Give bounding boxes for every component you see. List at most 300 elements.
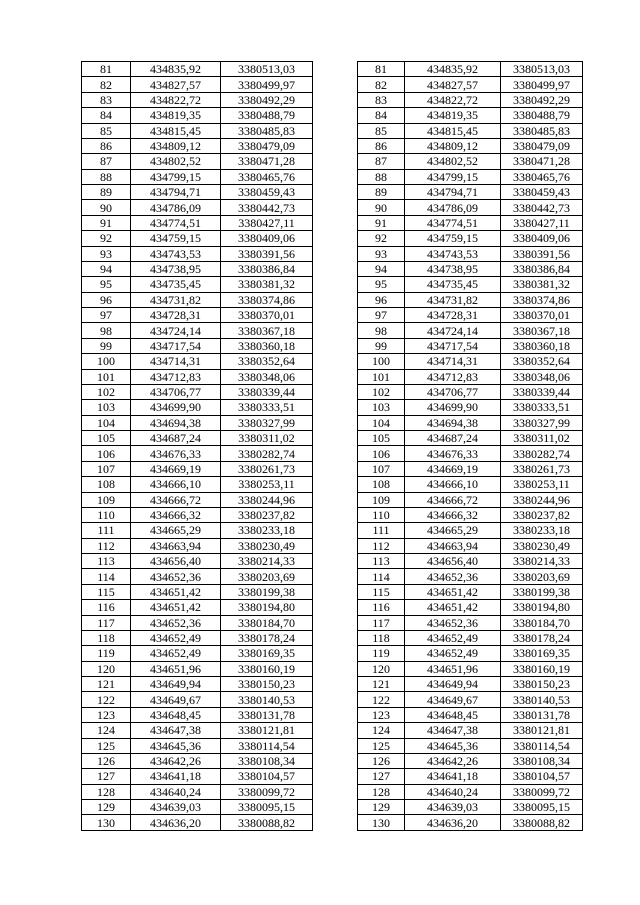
point-number-cell: 85 <box>82 123 131 138</box>
point-number-cell: 120 <box>82 661 131 676</box>
y-coordinate-cell: 3380261,73 <box>221 461 313 476</box>
x-coordinate-cell: 434649,67 <box>405 692 501 707</box>
x-coordinate-cell: 434651,96 <box>405 661 501 676</box>
x-coordinate-cell: 434738,95 <box>405 261 501 276</box>
table-row <box>358 615 583 630</box>
point-number-cell: 102 <box>358 384 405 399</box>
point-number-cell: 103 <box>82 400 131 415</box>
table-row <box>82 584 313 599</box>
point-number-cell: 97 <box>82 308 131 323</box>
point-number-cell: 89 <box>358 185 405 200</box>
y-coordinate-cell: 3380386,84 <box>221 261 313 276</box>
x-coordinate-cell: 434652,49 <box>405 646 501 661</box>
x-coordinate-cell: 434652,49 <box>405 630 501 645</box>
y-coordinate-cell: 3380339,44 <box>501 384 583 399</box>
point-number-cell: 100 <box>358 354 405 369</box>
x-coordinate-cell: 434687,24 <box>131 431 221 446</box>
x-coordinate-cell: 434652,36 <box>405 615 501 630</box>
x-coordinate-cell: 434714,31 <box>131 354 221 369</box>
table-row <box>358 261 583 276</box>
table-row <box>358 707 583 722</box>
x-coordinate-cell: 434794,71 <box>405 185 501 200</box>
x-coordinate-cell: 434706,77 <box>405 384 501 399</box>
point-number-cell: 87 <box>82 154 131 169</box>
y-coordinate-cell: 3380108,34 <box>221 753 313 768</box>
x-coordinate-cell: 434712,83 <box>405 369 501 384</box>
y-coordinate-cell: 3380184,70 <box>221 615 313 630</box>
table-row <box>82 200 313 215</box>
y-coordinate-cell: 3380311,02 <box>501 431 583 446</box>
y-coordinate-cell: 3380203,69 <box>501 569 583 584</box>
table-row <box>358 354 583 369</box>
table-row <box>358 769 583 784</box>
point-number-cell: 91 <box>82 215 131 230</box>
x-coordinate-cell: 434649,67 <box>131 692 221 707</box>
table-row <box>82 431 313 446</box>
y-coordinate-cell: 3380233,18 <box>221 523 313 538</box>
x-coordinate-cell: 434645,36 <box>405 738 501 753</box>
point-number-cell: 95 <box>82 277 131 292</box>
x-coordinate-cell: 434706,77 <box>131 384 221 399</box>
coordinates-table-right-body <box>358 62 583 831</box>
table-row <box>82 523 313 538</box>
point-number-cell: 125 <box>358 738 405 753</box>
table-row <box>358 308 583 323</box>
y-coordinate-cell: 3380121,81 <box>501 723 583 738</box>
table-row <box>358 784 583 799</box>
point-number-cell: 84 <box>358 108 405 123</box>
x-coordinate-cell: 434759,15 <box>131 231 221 246</box>
y-coordinate-cell: 3380253,11 <box>501 477 583 492</box>
point-number-cell: 123 <box>82 707 131 722</box>
point-number-cell: 88 <box>358 169 405 184</box>
point-number-cell: 119 <box>358 646 405 661</box>
x-coordinate-cell: 434666,10 <box>405 477 501 492</box>
table-row <box>358 169 583 184</box>
y-coordinate-cell: 3380374,86 <box>501 292 583 307</box>
y-coordinate-cell: 3380370,01 <box>501 308 583 323</box>
x-coordinate-cell: 434665,29 <box>131 523 221 538</box>
point-number-cell: 112 <box>358 538 405 553</box>
table-row <box>82 554 313 569</box>
y-coordinate-cell: 3380352,64 <box>501 354 583 369</box>
x-coordinate-cell: 434743,53 <box>405 246 501 261</box>
point-number-cell: 103 <box>358 400 405 415</box>
table-row <box>82 538 313 553</box>
y-coordinate-cell: 3380095,15 <box>221 800 313 815</box>
point-number-cell: 117 <box>82 615 131 630</box>
coordinates-table-left <box>81 61 313 831</box>
point-number-cell: 129 <box>82 800 131 815</box>
y-coordinate-cell: 3380150,23 <box>501 677 583 692</box>
table-row <box>358 815 583 830</box>
x-coordinate-cell: 434802,52 <box>405 154 501 169</box>
y-coordinate-cell: 3380513,03 <box>221 62 313 77</box>
y-coordinate-cell: 3380499,97 <box>221 77 313 92</box>
table-row <box>82 753 313 768</box>
table-row <box>82 446 313 461</box>
x-coordinate-cell: 434639,03 <box>405 800 501 815</box>
point-number-cell: 99 <box>82 338 131 353</box>
table-row <box>358 492 583 507</box>
point-number-cell: 111 <box>82 523 131 538</box>
x-coordinate-cell: 434641,18 <box>131 769 221 784</box>
y-coordinate-cell: 3380492,29 <box>501 92 583 107</box>
x-coordinate-cell: 434666,32 <box>405 507 501 522</box>
y-coordinate-cell: 3380199,38 <box>221 584 313 599</box>
point-number-cell: 110 <box>82 507 131 522</box>
point-number-cell: 117 <box>358 615 405 630</box>
table-row <box>82 400 313 415</box>
x-coordinate-cell: 434794,71 <box>131 185 221 200</box>
table-row <box>82 246 313 261</box>
y-coordinate-cell: 3380099,72 <box>501 784 583 799</box>
y-coordinate-cell: 3380150,23 <box>221 677 313 692</box>
table-row <box>82 154 313 169</box>
table-row <box>358 661 583 676</box>
y-coordinate-cell: 3380233,18 <box>501 523 583 538</box>
y-coordinate-cell: 3380465,76 <box>501 169 583 184</box>
table-row <box>358 584 583 599</box>
x-coordinate-cell: 434651,42 <box>405 584 501 599</box>
y-coordinate-cell: 3380104,57 <box>501 769 583 784</box>
y-coordinate-cell: 3380427,11 <box>221 215 313 230</box>
y-coordinate-cell: 3380367,18 <box>501 323 583 338</box>
y-coordinate-cell: 3380333,51 <box>501 400 583 415</box>
table-row <box>358 323 583 338</box>
x-coordinate-cell: 434694,38 <box>131 415 221 430</box>
point-number-cell: 109 <box>82 492 131 507</box>
y-coordinate-cell: 3380442,73 <box>501 200 583 215</box>
y-coordinate-cell: 3380370,01 <box>221 308 313 323</box>
x-coordinate-cell: 434651,42 <box>131 600 221 615</box>
table-row <box>82 77 313 92</box>
y-coordinate-cell: 3380352,64 <box>221 354 313 369</box>
y-coordinate-cell: 3380282,74 <box>221 446 313 461</box>
y-coordinate-cell: 3380360,18 <box>221 338 313 353</box>
point-number-cell: 126 <box>82 753 131 768</box>
y-coordinate-cell: 3380244,96 <box>221 492 313 507</box>
x-coordinate-cell: 434731,82 <box>131 292 221 307</box>
point-number-cell: 106 <box>82 446 131 461</box>
table-row <box>82 138 313 153</box>
x-coordinate-cell: 434809,12 <box>131 138 221 153</box>
point-number-cell: 124 <box>82 723 131 738</box>
x-coordinate-cell: 434647,38 <box>131 723 221 738</box>
x-coordinate-cell: 434642,26 <box>131 753 221 768</box>
point-number-cell: 121 <box>82 677 131 692</box>
y-coordinate-cell: 3380160,19 <box>221 661 313 676</box>
table-row <box>82 215 313 230</box>
point-number-cell: 115 <box>82 584 131 599</box>
table-row <box>358 92 583 107</box>
point-number-cell: 92 <box>82 231 131 246</box>
table-row <box>82 338 313 353</box>
x-coordinate-cell: 434717,54 <box>405 338 501 353</box>
table-row <box>358 630 583 645</box>
point-number-cell: 128 <box>358 784 405 799</box>
point-number-cell: 88 <box>82 169 131 184</box>
point-number-cell: 130 <box>358 815 405 830</box>
table-row <box>358 446 583 461</box>
y-coordinate-cell: 3380108,34 <box>501 753 583 768</box>
y-coordinate-cell: 3380230,49 <box>221 538 313 553</box>
point-number-cell: 127 <box>358 769 405 784</box>
point-number-cell: 128 <box>82 784 131 799</box>
y-coordinate-cell: 3380381,32 <box>501 277 583 292</box>
x-coordinate-cell: 434666,72 <box>405 492 501 507</box>
y-coordinate-cell: 3380333,51 <box>221 400 313 415</box>
x-coordinate-cell: 434822,72 <box>131 92 221 107</box>
x-coordinate-cell: 434728,31 <box>405 308 501 323</box>
x-coordinate-cell: 434651,42 <box>405 600 501 615</box>
table-row <box>358 554 583 569</box>
x-coordinate-cell: 434717,54 <box>131 338 221 353</box>
point-number-cell: 98 <box>82 323 131 338</box>
x-coordinate-cell: 434774,51 <box>405 215 501 230</box>
x-coordinate-cell: 434676,33 <box>405 446 501 461</box>
x-coordinate-cell: 434735,45 <box>131 277 221 292</box>
y-coordinate-cell: 3380381,32 <box>221 277 313 292</box>
table-row <box>358 185 583 200</box>
x-coordinate-cell: 434724,14 <box>405 323 501 338</box>
point-number-cell: 101 <box>358 369 405 384</box>
point-number-cell: 113 <box>82 554 131 569</box>
point-number-cell: 83 <box>358 92 405 107</box>
y-coordinate-cell: 3380194,80 <box>221 600 313 615</box>
y-coordinate-cell: 3380409,06 <box>221 231 313 246</box>
point-number-cell: 129 <box>358 800 405 815</box>
point-number-cell: 100 <box>82 354 131 369</box>
table-row <box>82 769 313 784</box>
x-coordinate-cell: 434648,45 <box>405 707 501 722</box>
table-row <box>82 507 313 522</box>
x-coordinate-cell: 434738,95 <box>131 261 221 276</box>
point-number-cell: 107 <box>358 461 405 476</box>
point-number-cell: 105 <box>82 431 131 446</box>
y-coordinate-cell: 3380391,56 <box>221 246 313 261</box>
y-coordinate-cell: 3380169,35 <box>221 646 313 661</box>
y-coordinate-cell: 3380485,83 <box>501 123 583 138</box>
x-coordinate-cell: 434819,35 <box>405 108 501 123</box>
table-row <box>358 415 583 430</box>
y-coordinate-cell: 3380160,19 <box>501 661 583 676</box>
y-coordinate-cell: 3380479,09 <box>501 138 583 153</box>
y-coordinate-cell: 3380348,06 <box>501 369 583 384</box>
x-coordinate-cell: 434786,09 <box>405 200 501 215</box>
point-number-cell: 112 <box>82 538 131 553</box>
x-coordinate-cell: 434652,36 <box>131 569 221 584</box>
y-coordinate-cell: 3380360,18 <box>501 338 583 353</box>
x-coordinate-cell: 434639,03 <box>131 800 221 815</box>
point-number-cell: 97 <box>358 308 405 323</box>
y-coordinate-cell: 3380492,29 <box>221 92 313 107</box>
y-coordinate-cell: 3380513,03 <box>501 62 583 77</box>
table-row <box>358 692 583 707</box>
table-row <box>82 815 313 830</box>
y-coordinate-cell: 3380479,09 <box>221 138 313 153</box>
point-number-cell: 110 <box>358 507 405 522</box>
point-number-cell: 94 <box>82 261 131 276</box>
coordinates-table-left-body <box>82 62 313 831</box>
point-number-cell: 106 <box>358 446 405 461</box>
x-coordinate-cell: 434799,15 <box>131 169 221 184</box>
y-coordinate-cell: 3380339,44 <box>221 384 313 399</box>
table-row <box>358 369 583 384</box>
point-number-cell: 107 <box>82 461 131 476</box>
x-coordinate-cell: 434652,36 <box>405 569 501 584</box>
point-number-cell: 96 <box>82 292 131 307</box>
table-row <box>82 292 313 307</box>
x-coordinate-cell: 434827,57 <box>131 77 221 92</box>
point-number-cell: 116 <box>82 600 131 615</box>
point-number-cell: 83 <box>82 92 131 107</box>
x-coordinate-cell: 434724,14 <box>131 323 221 338</box>
table-row <box>358 431 583 446</box>
x-coordinate-cell: 434651,42 <box>131 584 221 599</box>
table-row <box>82 461 313 476</box>
x-coordinate-cell: 434640,24 <box>405 784 501 799</box>
x-coordinate-cell: 434649,94 <box>131 677 221 692</box>
table-row <box>358 507 583 522</box>
table-row <box>82 492 313 507</box>
x-coordinate-cell: 434731,82 <box>405 292 501 307</box>
table-row <box>82 800 313 815</box>
y-coordinate-cell: 3380327,99 <box>221 415 313 430</box>
point-number-cell: 115 <box>358 584 405 599</box>
x-coordinate-cell: 434687,24 <box>405 431 501 446</box>
table-row <box>358 277 583 292</box>
x-coordinate-cell: 434663,94 <box>131 538 221 553</box>
table-row <box>82 261 313 276</box>
x-coordinate-cell: 434648,45 <box>131 707 221 722</box>
point-number-cell: 102 <box>82 384 131 399</box>
x-coordinate-cell: 434786,09 <box>131 200 221 215</box>
y-coordinate-cell: 3380465,76 <box>221 169 313 184</box>
y-coordinate-cell: 3380203,69 <box>221 569 313 584</box>
x-coordinate-cell: 434651,96 <box>131 661 221 676</box>
table-row <box>82 738 313 753</box>
table-row <box>82 308 313 323</box>
point-number-cell: 108 <box>358 477 405 492</box>
point-number-cell: 87 <box>358 154 405 169</box>
point-number-cell: 82 <box>82 77 131 92</box>
y-coordinate-cell: 3380114,54 <box>501 738 583 753</box>
point-number-cell: 120 <box>358 661 405 676</box>
x-coordinate-cell: 434656,40 <box>405 554 501 569</box>
y-coordinate-cell: 3380114,54 <box>221 738 313 753</box>
point-number-cell: 86 <box>358 138 405 153</box>
y-coordinate-cell: 3380088,82 <box>501 815 583 830</box>
table-row <box>358 523 583 538</box>
x-coordinate-cell: 434669,19 <box>405 461 501 476</box>
x-coordinate-cell: 434665,29 <box>405 523 501 538</box>
x-coordinate-cell: 434636,20 <box>131 815 221 830</box>
y-coordinate-cell: 3380391,56 <box>501 246 583 261</box>
x-coordinate-cell: 434636,20 <box>405 815 501 830</box>
table-row <box>358 677 583 692</box>
point-number-cell: 86 <box>82 138 131 153</box>
point-number-cell: 91 <box>358 215 405 230</box>
x-coordinate-cell: 434774,51 <box>131 215 221 230</box>
y-coordinate-cell: 3380131,78 <box>501 707 583 722</box>
table-row <box>82 123 313 138</box>
point-number-cell: 114 <box>358 569 405 584</box>
x-coordinate-cell: 434699,90 <box>131 400 221 415</box>
table-row <box>358 800 583 815</box>
y-coordinate-cell: 3380088,82 <box>221 815 313 830</box>
table-row <box>82 569 313 584</box>
point-number-cell: 126 <box>358 753 405 768</box>
point-number-cell: 104 <box>82 415 131 430</box>
point-number-cell: 125 <box>82 738 131 753</box>
point-number-cell: 81 <box>358 62 405 77</box>
table-row <box>82 369 313 384</box>
x-coordinate-cell: 434759,15 <box>405 231 501 246</box>
x-coordinate-cell: 434666,32 <box>131 507 221 522</box>
y-coordinate-cell: 3380131,78 <box>221 707 313 722</box>
point-number-cell: 121 <box>358 677 405 692</box>
x-coordinate-cell: 434647,38 <box>405 723 501 738</box>
y-coordinate-cell: 3380199,38 <box>501 584 583 599</box>
y-coordinate-cell: 3380214,33 <box>221 554 313 569</box>
y-coordinate-cell: 3380442,73 <box>221 200 313 215</box>
x-coordinate-cell: 434714,31 <box>405 354 501 369</box>
x-coordinate-cell: 434822,72 <box>405 92 501 107</box>
table-row <box>82 185 313 200</box>
table-row <box>358 123 583 138</box>
point-number-cell: 122 <box>358 692 405 707</box>
table-row <box>358 215 583 230</box>
table-row <box>358 400 583 415</box>
x-coordinate-cell: 434735,45 <box>405 277 501 292</box>
point-number-cell: 94 <box>358 261 405 276</box>
point-number-cell: 123 <box>358 707 405 722</box>
x-coordinate-cell: 434656,40 <box>131 554 221 569</box>
y-coordinate-cell: 3380104,57 <box>221 769 313 784</box>
x-coordinate-cell: 434663,94 <box>405 538 501 553</box>
table-row <box>358 154 583 169</box>
y-coordinate-cell: 3380194,80 <box>501 600 583 615</box>
point-number-cell: 118 <box>358 630 405 645</box>
table-row <box>82 415 313 430</box>
point-number-cell: 90 <box>82 200 131 215</box>
y-coordinate-cell: 3380169,35 <box>501 646 583 661</box>
table-row <box>82 231 313 246</box>
point-number-cell: 111 <box>358 523 405 538</box>
table-row <box>358 461 583 476</box>
point-number-cell: 93 <box>358 246 405 261</box>
x-coordinate-cell: 434669,19 <box>131 461 221 476</box>
x-coordinate-cell: 434649,94 <box>405 677 501 692</box>
table-row <box>358 108 583 123</box>
y-coordinate-cell: 3380348,06 <box>221 369 313 384</box>
y-coordinate-cell: 3380244,96 <box>501 492 583 507</box>
table-row <box>82 661 313 676</box>
x-coordinate-cell: 434666,72 <box>131 492 221 507</box>
y-coordinate-cell: 3380214,33 <box>501 554 583 569</box>
table-row <box>82 615 313 630</box>
point-number-cell: 119 <box>82 646 131 661</box>
y-coordinate-cell: 3380230,49 <box>501 538 583 553</box>
y-coordinate-cell: 3380485,83 <box>221 123 313 138</box>
y-coordinate-cell: 3380237,82 <box>501 507 583 522</box>
point-number-cell: 108 <box>82 477 131 492</box>
table-row <box>358 246 583 261</box>
table-row <box>82 384 313 399</box>
table-row <box>82 707 313 722</box>
table-row <box>358 753 583 768</box>
